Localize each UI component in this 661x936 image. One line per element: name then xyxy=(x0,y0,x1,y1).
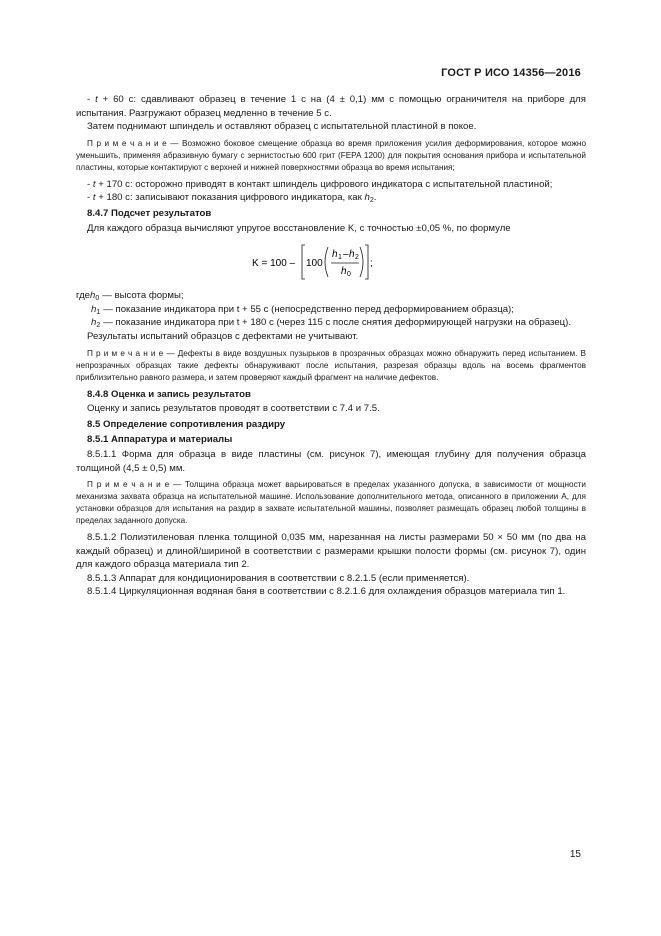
section-8-4-7-heading: 8.4.7 Подсчет результатов xyxy=(87,207,212,219)
definition-text: — показание индикатора при t + 180 с (через 115 с после снятия деформирующей нагрузки на образец). xyxy=(103,317,572,329)
paragraph-8-5-1-1: 8.5.1.1 Форма для образца в виде пластины (см. рисунок 7), имеющая глубину для получения образца толщиной (4,5 ± 0,5) мм. xyxy=(76,448,586,474)
formula-paren-right xyxy=(360,247,363,277)
formula-lhs: K = 100 – xyxy=(252,258,296,270)
note-1: П р и м е ч а н и е — Возможно боковое смещение образца во время приложения усилия деформирования, которое можно уменьшить, применяя абразивную бумагу с зернистостью 600 грит (FEPA 1200) для покрытия основания прибора и испытательной пластины, которые контактируют с верхней и нижней поверхностями образца во время испытания; xyxy=(76,138,586,172)
formula-h0: h xyxy=(341,266,347,278)
definition-h1: $h_1$ — показание индикатора при t + 55 с (непосредственно перед деформированием образца); xyxy=(76,303,586,317)
formula-graphic xyxy=(76,239,586,285)
formula-sub2: 2 xyxy=(355,254,359,262)
definition-prefix: где xyxy=(76,290,91,302)
paragraph-calculation: Для каждого образца вычисляют упругое восстановление K, с точностью ±0,05 %, по формуле xyxy=(87,222,511,234)
paragraph-defects: Результаты испытаний образцов с дефектами не учитывают. xyxy=(87,330,359,342)
paragraph-t60: - t + 60 с: сдавливают образец в течение 1 с на (4 ± 0,1) мм с помощью ограничителя на приборе для испытания. Разгружают образец медленно в течение 5 с. xyxy=(76,94,586,119)
note-3: П р и м е ч а н и е — Толщина образца может варьироваться в пределах указанного допуска, в зависимости от мощности механизма захвата образца на испытательной машине. Использование дополнительного метода, описанного в приложении А, для установки образцов для испытания на раздир в захвате испытательной машины, позволяет размещать образец любой толщины в пределах заданного допуска. xyxy=(76,480,587,526)
paragraph-8-5-1-3: 8.5.1.3 Аппарат для кондиционирования в соответствии с 8.2.1.5 (если применяется). xyxy=(87,572,470,584)
formula-paren-left xyxy=(325,247,328,277)
paragraph-t180: - t + 180 с: записывают показания цифрового индикатора, как $h_2$. xyxy=(87,192,377,205)
formula-k xyxy=(76,239,586,285)
formula-100: 100 xyxy=(306,258,323,270)
formula-end: ; xyxy=(370,258,373,270)
definition-h0: где $h_0$ — высота формы; xyxy=(76,289,586,303)
formula-sub0: 0 xyxy=(347,271,351,279)
page-body xyxy=(76,93,586,599)
definition-text: — показание индикатора при t + 55 с (непосредственно перед деформированием образца); xyxy=(103,303,514,315)
definition-h2: $h_2$ — показание индикатора при t + 180 с (через 115 с после снятия деформирующей нагрузки на образец). xyxy=(76,316,586,330)
section-8-5-heading: 8.5 Определение сопротивления раздиру xyxy=(87,418,286,430)
formula-h2: h xyxy=(349,249,355,261)
formula-minus: – xyxy=(343,249,349,261)
definitions-list xyxy=(76,289,586,330)
document-header: ГОСТ Р ИСО 14356—2016 xyxy=(441,67,581,79)
formula-h1: h xyxy=(332,249,338,261)
paragraph-8-4-8: Оценку и запись результатов проводят в соответствии с 7.4 и 7.5. xyxy=(87,403,380,415)
note-2: П р и м е ч а н и е — Дефекты в виде воздушных пузырьков в прозрачных образцах можно обнаружить перед испытанием. В непрозрачных образцах такие дефекты обнаруживают после испытания, разрезая образцы вдоль на восемь фрагментов приблизительно равного размера, и затем проверяют каждый фрагмент на наличие дефектов. xyxy=(76,348,586,382)
definition-text: — высота формы; xyxy=(102,290,184,302)
paragraph-8-5-1-4: 8.5.1.4 Циркуляционная водяная баня в соответствии с 8.2.1.6 для охлаждения образцов материала тип 1. xyxy=(87,586,566,598)
section-8-4-8-heading: 8.4.8 Оценка и запись результатов xyxy=(87,388,251,400)
paragraph-t170: - t + 170 с: осторожно приводят в контакт шпиндель цифрового индикатора с испытательной пластиной; xyxy=(87,178,553,190)
page-number: 15 xyxy=(569,849,581,860)
paragraph-8-5-1-2: 8.5.1.2 Полиэтиленовая пленка толщиной 0,035 мм, нарезанная на листы размерами 50 × 50 мм (по два на каждый образец) и длиной/шириной в соответствии с размерами крышки полости формы (см. рисунок 7), один для каждого образца материала тип 2. xyxy=(76,532,586,571)
formula-bracket-right xyxy=(365,245,368,279)
formula-sub1: 1 xyxy=(338,254,342,262)
paragraph-t60-rest: Затем поднимают шпиндель и оставляют образец с испытательной пластиной в покое. xyxy=(87,121,477,133)
section-8-5-1-heading: 8.5.1 Аппаратура и материалы xyxy=(87,434,233,446)
formula-bracket-left xyxy=(302,245,305,279)
